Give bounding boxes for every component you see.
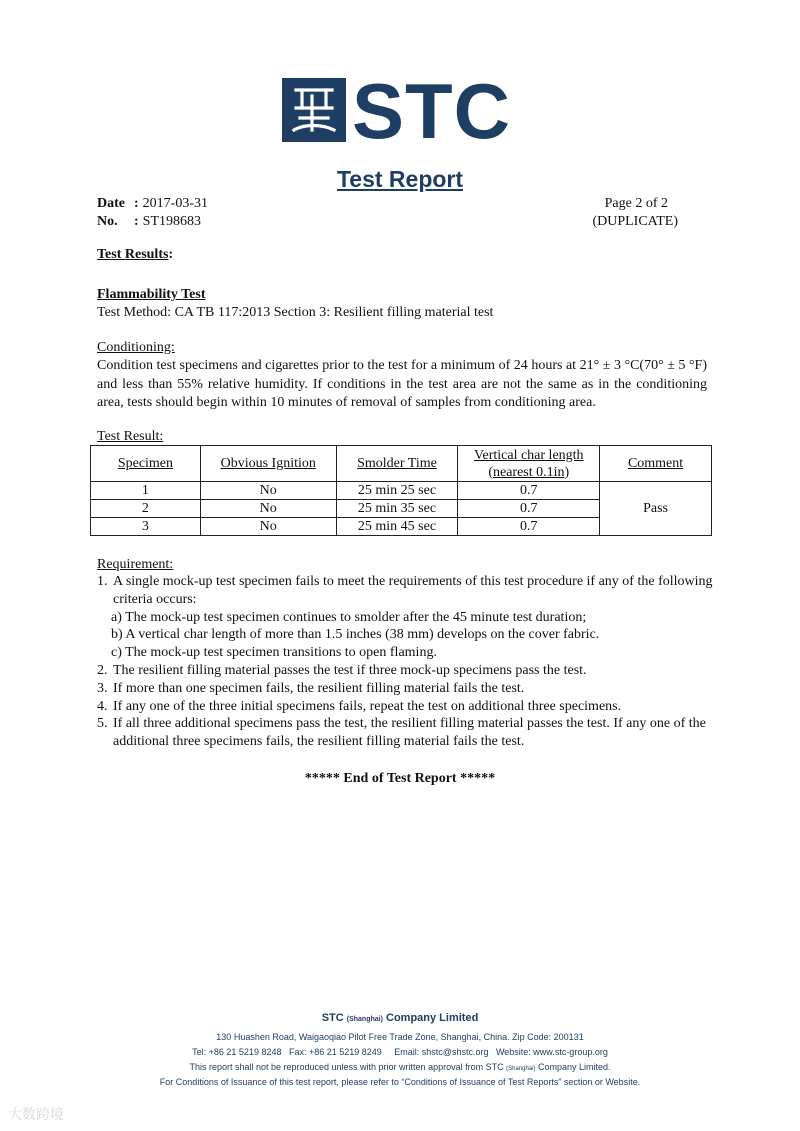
header-number: No. : ST198683 bbox=[97, 214, 202, 229]
cell-char: 0.7 bbox=[458, 482, 600, 500]
cell-char: 0.7 bbox=[458, 500, 600, 518]
list-subitem: b) A vertical char length of more than 1.5 inches (38 mm) develops on the cover fabric. bbox=[111, 627, 600, 643]
watermark: 大数跨境 bbox=[8, 1107, 64, 1123]
table-header-row bbox=[91, 446, 712, 482]
list-subitem: a) The mock-up test specimen continues to smolder after the 45 minute test duration; bbox=[111, 609, 587, 625]
list-subitem: c) The mock-up test specimen transitions to open flaming. bbox=[111, 645, 437, 661]
list-item: 2. The resilient filling material passes the test if three mock-up specimens pass the test. bbox=[97, 662, 587, 678]
page-number: Page 2 of 2 bbox=[604, 196, 668, 211]
date-value: 2017-03-31 bbox=[142, 196, 208, 211]
cell-smolder: 25 min 25 sec bbox=[336, 482, 458, 500]
end-of-report: ***** End of Test Report ***** bbox=[304, 771, 496, 786]
requirement-list bbox=[97, 573, 717, 751]
list-item: 1. A single mock-up test specimen fails to meet the requirements of this test procedure if any of the following criteria occurs: bbox=[97, 574, 713, 607]
table-row bbox=[91, 482, 712, 500]
cell-specimen: 1 bbox=[91, 482, 201, 500]
report-title: Test Report bbox=[336, 166, 464, 192]
results-table bbox=[90, 445, 712, 536]
number-label: No. bbox=[97, 214, 118, 229]
footer-notice: This report shall not be reproduced unless with prior written approval from STC (Shanghai) Company Limited. bbox=[189, 1062, 611, 1072]
date-label: Date bbox=[97, 196, 125, 211]
col-specimen: Specimen bbox=[91, 446, 201, 482]
cell-specimen: 2 bbox=[91, 500, 201, 518]
cell-smolder: 25 min 35 sec bbox=[336, 500, 458, 518]
cell-comment: Pass bbox=[600, 482, 712, 536]
stc-logo bbox=[282, 67, 522, 155]
test-results-heading: Test Results: bbox=[97, 247, 174, 262]
number-value: ST198683 bbox=[142, 214, 202, 229]
conditioning-heading: Conditioning: bbox=[97, 340, 175, 355]
cell-ignition: No bbox=[200, 518, 336, 536]
footer-contact: Tel: +86 21 5219 8248 Fax: +86 21 5219 8249 Email: shstc@shstc.org Website: www.stc-group.org bbox=[192, 1047, 608, 1057]
col-smolder-time: Smolder Time bbox=[336, 446, 458, 482]
col-comment: Comment bbox=[600, 446, 712, 482]
list-item: 3. If more than one specimen fails, the resilient filling material fails the test. bbox=[97, 680, 525, 696]
cell-char: 0.7 bbox=[458, 518, 600, 536]
test-method: Test Method: CA TB 117:2013 Section 3: Resilient filling material test bbox=[97, 305, 494, 320]
cell-smolder: 25 min 45 sec bbox=[336, 518, 458, 536]
conditioning-text: Condition test specimens and cigarettes prior to the test for a minimum of 24 hours at 21° ± 3 °C(70° ± 5 °F) and less than 55% relative humidity. If conditions in the test area are not the same as in the conditioning area, tests should begin within 10 minutes of removal of samples from conditioning area. bbox=[97, 358, 707, 410]
copy-type: (DUPLICATE) bbox=[592, 214, 678, 229]
cell-specimen: 3 bbox=[91, 518, 201, 536]
test-result-heading: Test Result: bbox=[97, 429, 164, 444]
flammability-heading: Flammability Test bbox=[97, 287, 206, 302]
requirement-heading: Requirement: bbox=[97, 557, 174, 572]
footer-conditions: For Conditions of Issuance of this test report, please refer to “Conditions of Issuance of Test Reports” section or Website. bbox=[159, 1077, 641, 1087]
col-vertical-char-length: Vertical char length (nearest 0.1in) bbox=[458, 446, 600, 482]
stc-seal-icon bbox=[282, 78, 346, 142]
list-item: 4. If any one of the three initial specimens fails, repeat the test on additional three specimens. bbox=[97, 698, 622, 714]
stc-wordmark: STC bbox=[352, 67, 511, 155]
cell-ignition: No bbox=[200, 500, 336, 518]
footer-company: STC (Shanghai) Company Limited bbox=[321, 1012, 479, 1024]
col-obvious-ignition: Obvious Ignition bbox=[200, 446, 336, 482]
list-item: 5. If all three additional specimens pass the test, the resilient filling material passes the test. If any one of the additional three specimens fails, the resilient filling material fails the test. bbox=[97, 716, 706, 750]
cell-ignition: No bbox=[200, 482, 336, 500]
footer-address: 130 Huashen Road, Waigaoqiao Pilot Free Trade Zone, Shanghai, China. Zip Code: 200131 bbox=[216, 1032, 584, 1042]
header-date: Date : 2017-03-31 bbox=[97, 196, 208, 211]
